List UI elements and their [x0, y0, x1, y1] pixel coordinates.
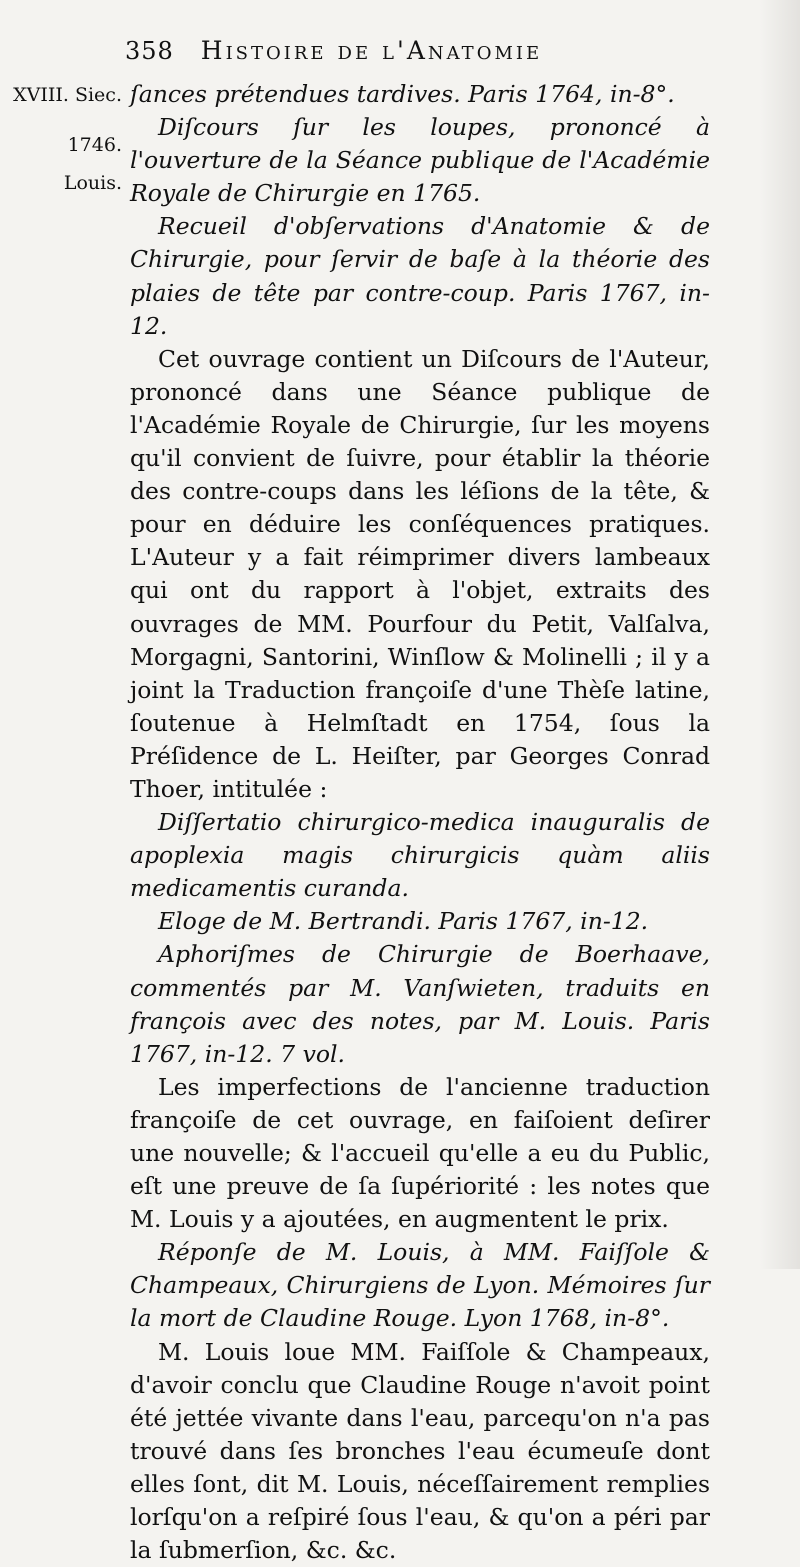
page-number: 358 — [125, 37, 174, 65]
paragraph: ſances prétendues tardives. Paris 1764, in-8°. — [130, 80, 675, 108]
paragraph: Recueil d'obſervations d'Anatomie & de Chirurgie, pour ſervir de baſe à la théorie des plaies de tête par contre-coup. Paris 1767, in-12. — [130, 212, 710, 340]
margin-author: Louis. — [63, 172, 122, 194]
running-title: Histoire de l'Anatomie — [200, 36, 543, 65]
margin-century: XVIII. Siec. — [13, 84, 122, 106]
page-edge-shadow — [760, 0, 800, 1269]
paragraph: Réponſe de M. Louis, à MM. Faiſſole & Champeaux, Chirurgiens de Lyon. Mémoires ſur la mort de Claudine Rouge. Lyon 1768, in-8°. — [130, 1238, 710, 1333]
paragraph: Cet ouvrage contient un Diſcours de l'Auteur, prononcé dans une Séance publique de l'Académie Royale de Chirurgie, ſur les moyens qu'il convient de ſuivre, pour établir la théorie des contre-coups dans les léſions de la tête, & pour en déduire les conſéquences pratiques. L'Auteur y a fait réimprimer divers lambeaux qui ont du rapport à l'objet, extraits des ouvrages de MM. Pourfour du Petit, Valſalva, Morgagni, Santorini, Winſlow & Molinelli ; il y a joint la Traduction françoiſe d'une Thèſe latine, ſoutenue à Helmſtadt en 1754, ſous la Préſidence de L. Heiſter, par Georges Conrad Thoer, intitulée : — [130, 344, 710, 803]
body-text — [130, 78, 710, 1567]
paragraph: Eloge de M. Bertrandi. Paris 1767, in-12. — [158, 907, 649, 936]
paragraph: Diſſertatio chirurgico-medica inauguralis de apoplexia magis chirurgicis quàm aliis medicamentis curanda. — [130, 808, 710, 903]
paragraph: Aphoriſmes de Chirurgie de Boerhaave, commentés par M. Vanſwieten, traduits en françois avec des notes, par M. Louis. Paris 1767, in-12. 7 vol. — [130, 940, 710, 1068]
paragraph: Les imperfections de l'ancienne traduction françoiſe de cet ouvrage, en faiſoient deſirer une nouvelle; & l'accueil qu'elle a eu du Public, eſt une preuve de ſa ſupériorité : les notes que M. Louis y a ajoutées, en augmentent le prix. — [130, 1072, 710, 1234]
margin-year: 1746. — [67, 134, 122, 156]
paragraph: M. Louis loue MM. Faiſſole & Champeaux, d'avoir conclu que Claudine Rouge n'avoit point été jettée vivante dans l'eau, parcequ'on n'a pas trouvé dans ſes bronches l'eau écumeuſe dont elles ſont, dit M. Louis, néceſſairement remplies lorſqu'on a reſpiré ſous l'eau, & qu'on a péri par la ſubmerſion, &c. &c. — [130, 1337, 710, 1565]
running-header — [125, 36, 745, 65]
paragraph: Diſcours ſur les loupes, prononcé à l'ouverture de la Séance publique de l'Académie Royale de Chirurgie en 1765. — [130, 113, 710, 208]
